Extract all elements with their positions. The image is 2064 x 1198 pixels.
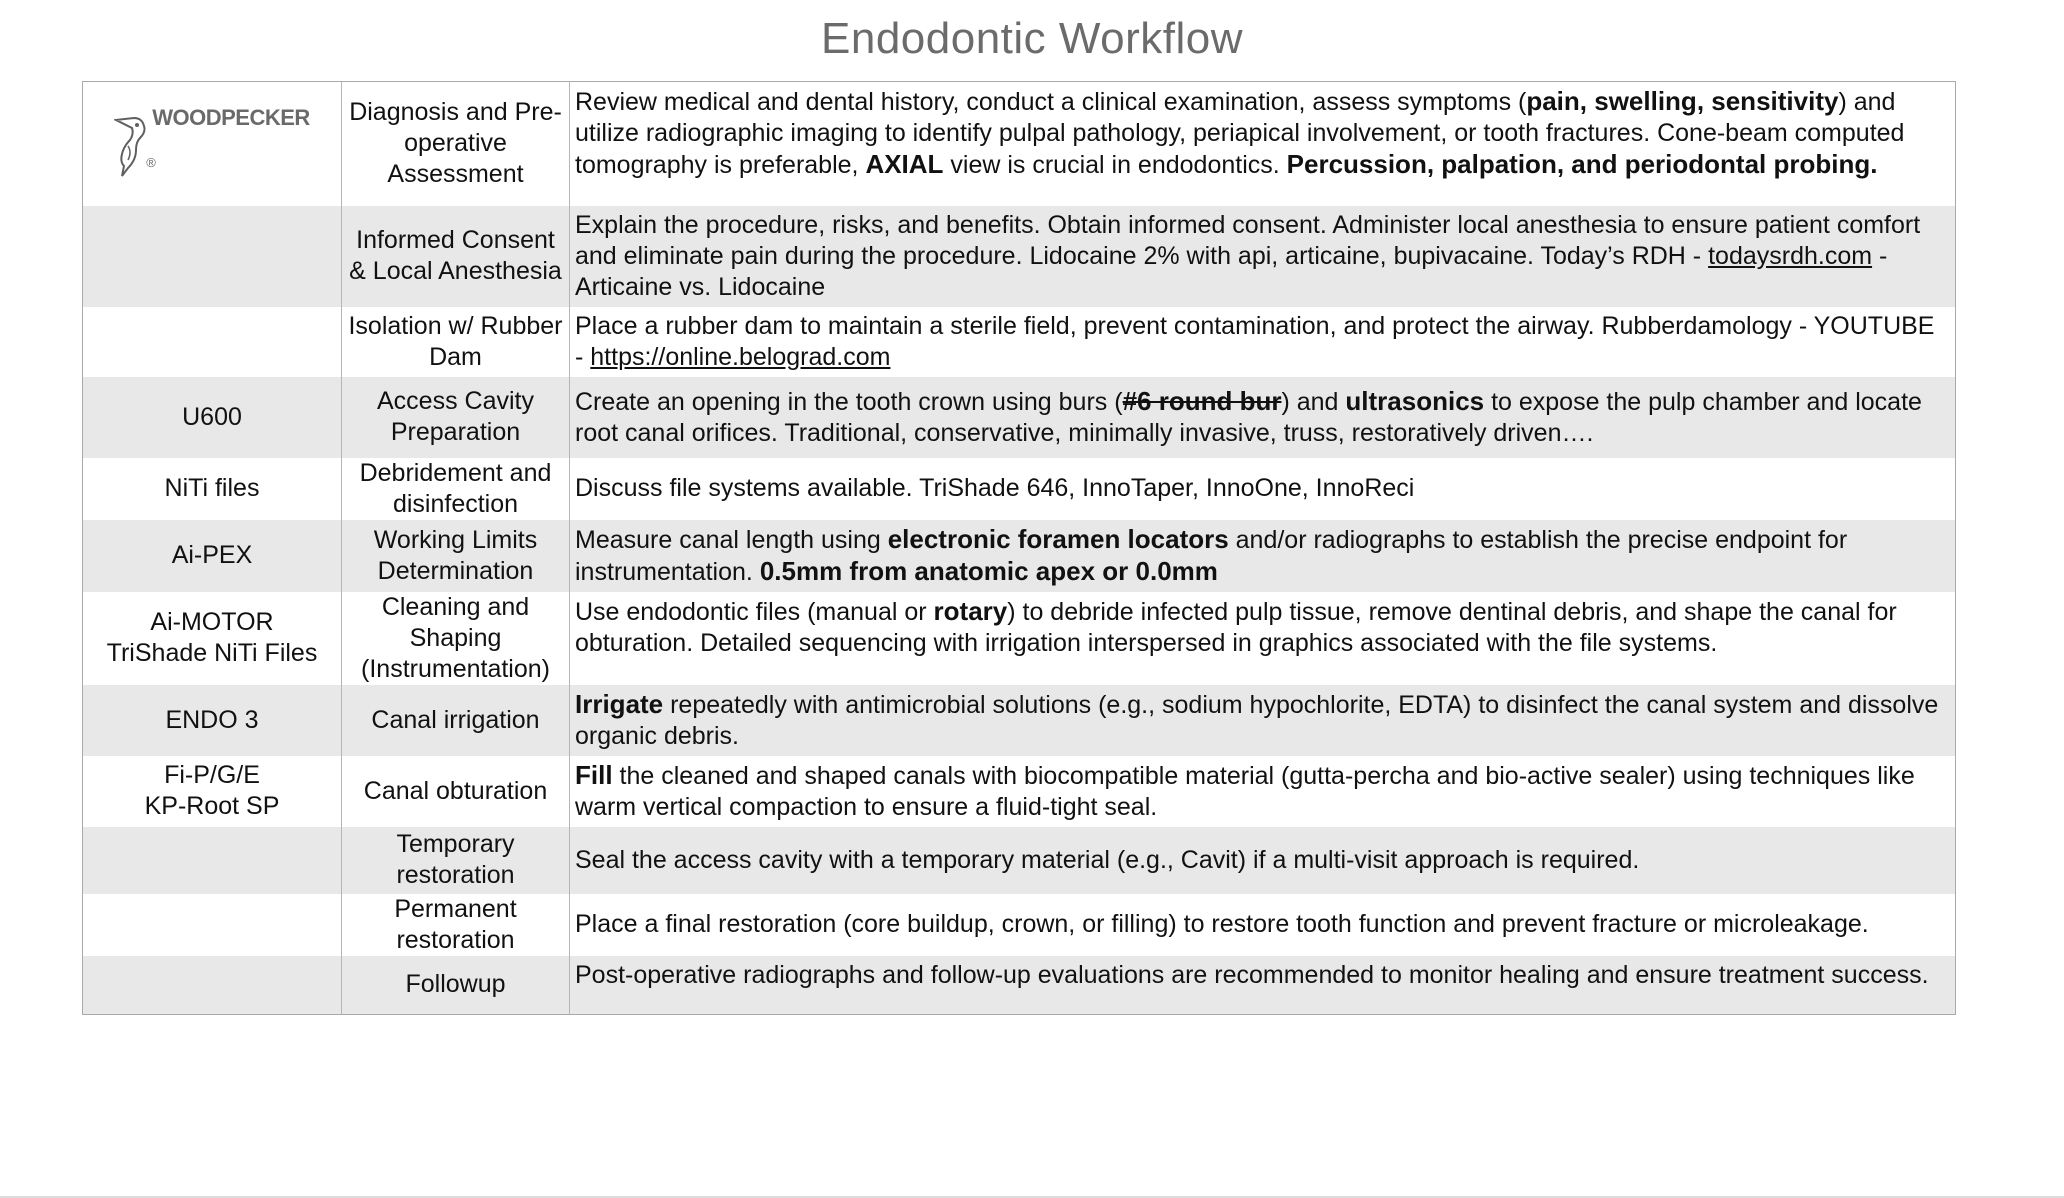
step-description [570, 520, 1956, 592]
emphasis-text: Percussion, palpation, and periodontal probing. [1286, 149, 1878, 179]
description-text: Discuss file systems available. TriShade 646, InnoTaper, InnoOne, InnoReci [575, 474, 1415, 502]
workflow-row [83, 82, 1956, 206]
step-name: Temporary restoration [342, 827, 570, 894]
step-name: Followup [342, 956, 570, 1015]
description-text: Review medical and dental history, conduct a clinical examination, assess symptoms ( [575, 88, 1527, 116]
product-name: U600 [182, 402, 242, 431]
workflow-row [83, 756, 1956, 827]
description-text: Use endodontic files (manual or [575, 597, 934, 626]
step-description [570, 458, 1956, 520]
description-text: ) and utilize radiographic imaging to identify pulpal pathology, periapical involvement, or tooth fractures. Cone-beam computed tomography is preferable, [575, 88, 1905, 179]
workflow-row [83, 206, 1956, 307]
emphasis-text: Irrigate [575, 688, 664, 719]
woodpecker-logo [114, 102, 310, 178]
emphasis-text: 0.5mm from anatomic apex or 0.0mm [759, 555, 1218, 586]
description-text: view is crucial in endodontics. [943, 151, 1287, 179]
step-description [570, 307, 1956, 377]
step-description [570, 206, 1956, 307]
description-text: repeatedly with antimicrobial solutions (e.g., sodium hypochlorite, EDTA) to disinfect the canal system and dissolve organic debris. [575, 690, 1939, 750]
step-name: Access Cavity Preparation [342, 377, 570, 458]
workflow-row [83, 956, 1956, 1015]
emphasis-text: rotary [933, 595, 1008, 626]
step-description [570, 592, 1956, 685]
product-cell [83, 894, 342, 956]
step-name: Canal irrigation [342, 685, 570, 756]
description-text: ) and [1281, 387, 1346, 416]
product-cell [83, 956, 342, 1015]
workflow-row [83, 520, 1956, 592]
logo-wordmark: WOODPECKER [152, 104, 310, 130]
description-text: Post-operative radiographs and follow-up evaluations are recommended to monitor healing and ensure treatment success. [575, 960, 1929, 989]
step-name: Cleaning and Shaping (Instrumentation) [342, 592, 570, 685]
description-text: Explain the procedure, risks, and benefits. Obtain informed consent. Administer local anesthesia to ensure patient comfort and eliminate pain during the procedure. Lidocaine 2% with api, articaine, bupivacaine. Today’s RDH - [575, 210, 1921, 270]
step-description [570, 756, 1956, 827]
product-name: Fi-P/G/E [164, 761, 260, 789]
page-title: Endodontic Workflow [821, 14, 1243, 63]
step-name: Diagnosis and Pre-operative Assessment [342, 82, 570, 206]
emphasis-text: electronic foramen locators [887, 523, 1229, 554]
description-text: - Articaine vs. Lidocaine [575, 241, 1888, 301]
workflow-row [83, 377, 1956, 458]
description-text: and/or radiographs to establish the precise endpoint for instrumentation. [575, 525, 1848, 586]
description-text: the cleaned and shaped canals with biocompatible material (gutta-percha and bio-active sealer) using techniques like warm vertical compaction to ensure a fluid-tight seal. [575, 761, 1915, 821]
workflow-row [83, 827, 1956, 894]
registered-mark: ® [146, 154, 156, 170]
step-description [570, 685, 1956, 756]
description-text: Measure canal length using [575, 525, 888, 554]
product-cell [83, 206, 342, 307]
step-name: Isolation w/ Rubber Dam [342, 307, 570, 377]
struck-text: #6 round bur [1122, 385, 1282, 416]
emphasis-text: ultrasonics [1345, 385, 1485, 416]
emphasis-text: pain, swelling, sensitivity [1526, 86, 1839, 116]
workflow-row [83, 592, 1956, 685]
product-name: Ai-PEX [171, 541, 253, 569]
product-name: TriShade NiTi Files [106, 639, 318, 667]
reference-link[interactable]: https://online.belograd.com [590, 342, 891, 371]
product-name: KP-Root SP [144, 792, 280, 820]
description-text: Create an opening in the tooth crown using burs ( [575, 387, 1123, 416]
emphasis-text: Fill [575, 759, 613, 790]
product-cell [83, 592, 342, 685]
workflow-table [82, 81, 1956, 1015]
description-text: Seal the access cavity with a temporary material (e.g., Cavit) if a multi-visit approach is required. [575, 845, 1640, 874]
step-description [570, 377, 1956, 458]
description-text: Place a rubber dam to maintain a sterile field, prevent contamination, and protect the airway. Rubberdamology - YOUTUBE - [575, 311, 1935, 371]
description-text: to expose the pulp chamber and locate root canal orifices. Traditional, conservative, minimally invasive, truss, restoratively driven…. [575, 387, 1922, 447]
step-description [570, 82, 1956, 206]
workflow-row [83, 685, 1956, 756]
step-name: Informed Consent & Local Anesthesia [342, 206, 570, 307]
step-name: Canal obturation [342, 756, 570, 827]
product-name: NiTi files [164, 474, 260, 502]
workflow-row [83, 458, 1956, 520]
step-name: Permanent restoration [342, 894, 570, 956]
step-name: Debridement and disinfection [342, 458, 570, 520]
description-text: Place a final restoration (core buildup, crown, or filling) to restore tooth function and prevent fracture or microleakage. [575, 910, 1869, 938]
description-text: ) to debride infected pulp tissue, remove dentinal debris, and shape the canal for obturation. Detailed sequencing with irrigation interspersed in graphics associated with the file systems. [575, 597, 1897, 657]
reference-link[interactable]: todaysrdh.com [1708, 241, 1873, 270]
product-cell [83, 377, 342, 458]
product-cell [83, 82, 342, 206]
step-description [570, 956, 1956, 1015]
product-cell [83, 458, 342, 520]
product-cell [83, 685, 342, 756]
product-name: ENDO 3 [165, 705, 259, 734]
product-cell [83, 756, 342, 827]
product-name: Ai-MOTOR [150, 608, 274, 636]
woodpecker-bird-icon [114, 116, 148, 178]
workflow-row [83, 894, 1956, 956]
workflow-row [83, 307, 1956, 377]
step-description [570, 827, 1956, 894]
product-cell [83, 827, 342, 894]
product-cell [83, 520, 342, 592]
step-description [570, 894, 1956, 956]
product-cell [83, 307, 342, 377]
emphasis-text: AXIAL [865, 149, 944, 179]
step-name: Working Limits Determination [342, 520, 570, 592]
